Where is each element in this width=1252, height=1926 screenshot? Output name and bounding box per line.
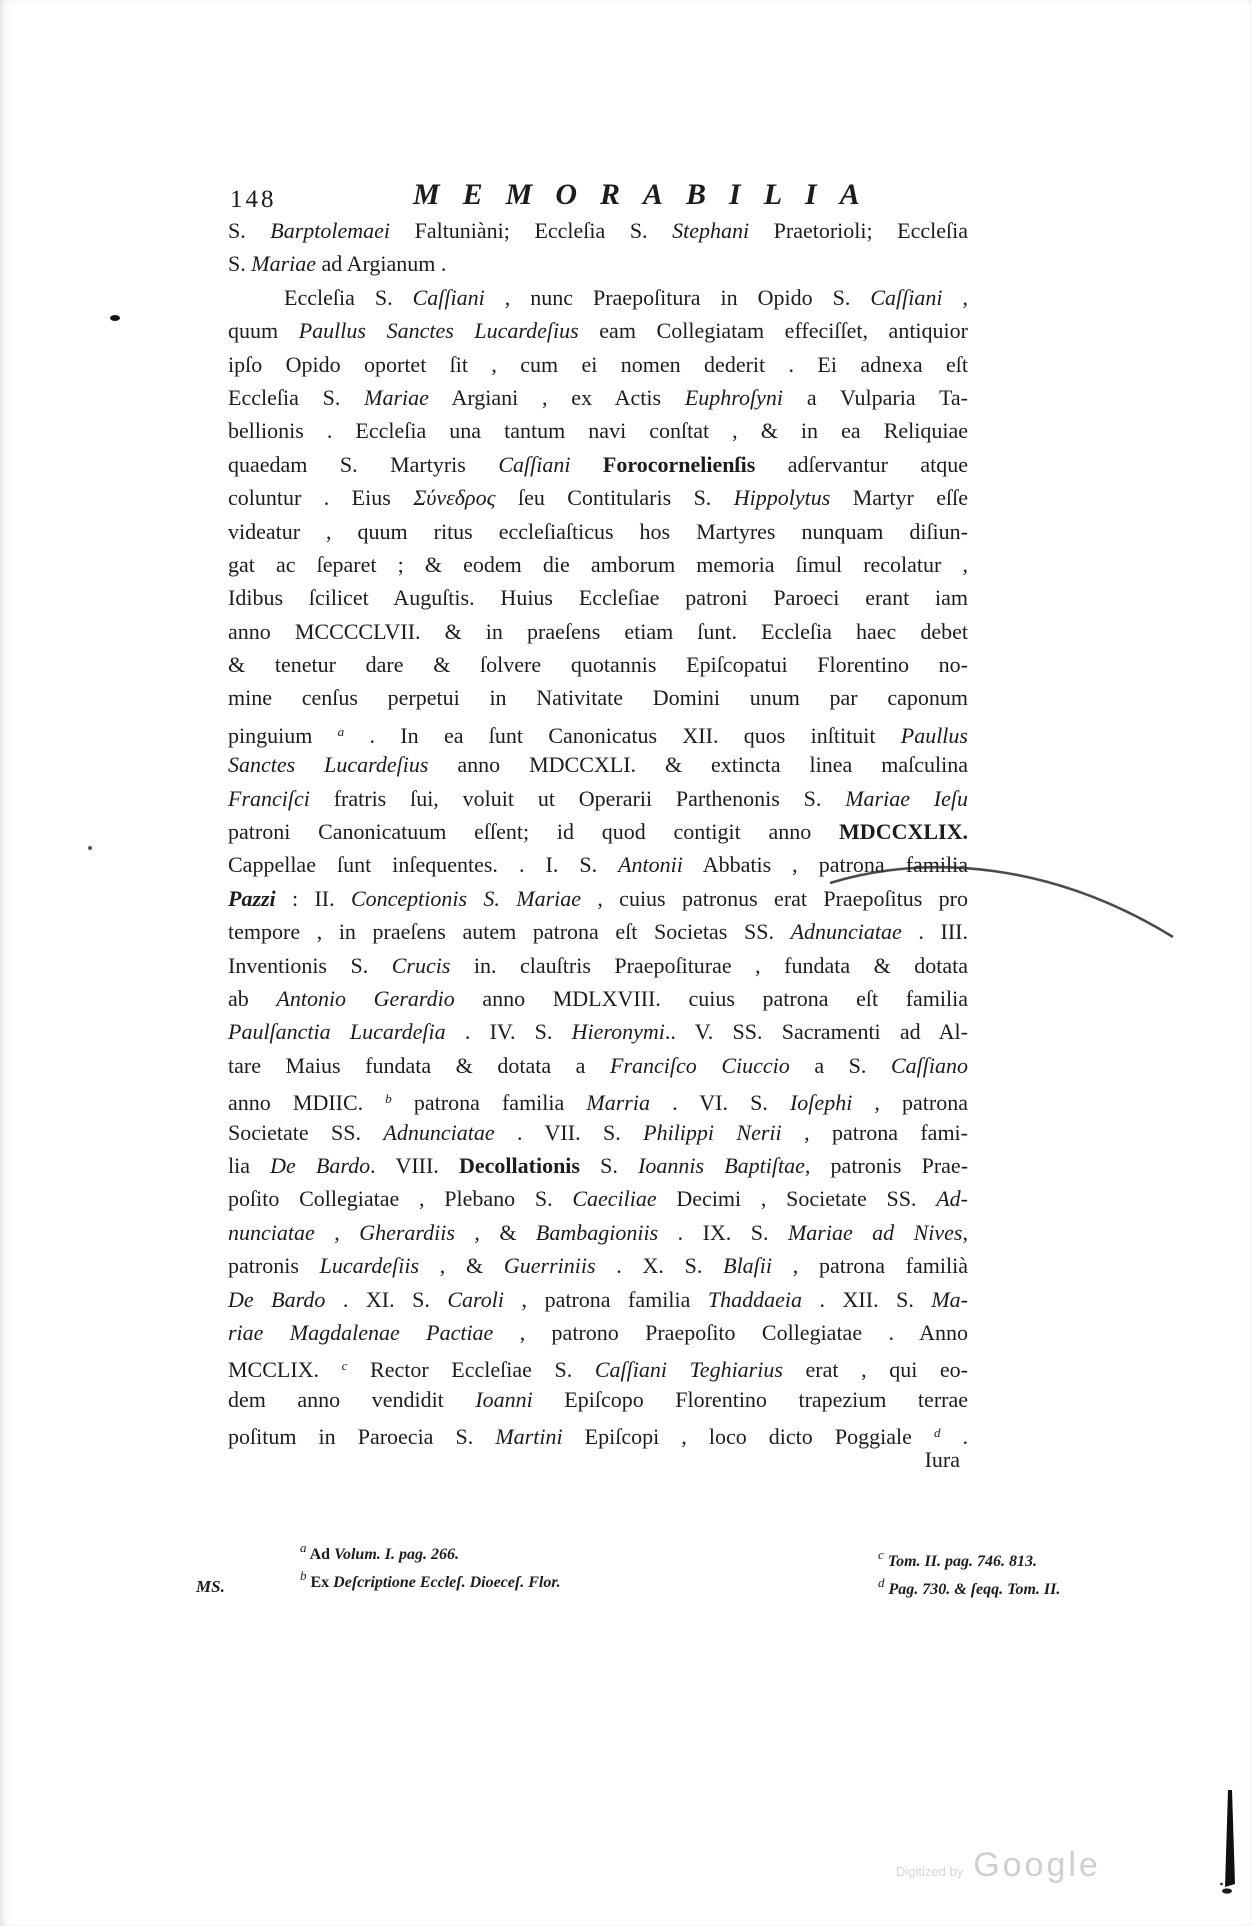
footnote-line — [878, 1541, 1218, 1569]
text-segment: MDCCXLIX. — [839, 819, 968, 845]
text-segment: , — [314, 1219, 360, 1245]
body-line — [228, 1116, 968, 1149]
body-line — [228, 748, 968, 781]
text-segment: . IX. S. — [658, 1219, 788, 1245]
text-segment: De Bardo — [270, 1152, 371, 1178]
body-line — [228, 848, 968, 881]
body-line — [228, 648, 968, 681]
text-segment: Ex — [306, 1573, 334, 1591]
text-segment: a S. — [789, 1052, 891, 1078]
ms-abbreviation: MS. — [196, 1577, 225, 1596]
text-segment: dem anno vendidit — [228, 1386, 476, 1412]
body-line — [228, 548, 968, 581]
text-segment: , patrona familià — [772, 1253, 968, 1279]
text-segment: , patrona fami- — [781, 1119, 968, 1145]
text-segment: Martyr eſſe — [830, 485, 968, 511]
body-line — [228, 949, 968, 982]
text-segment: Volum. I. pag. 266. — [334, 1546, 459, 1563]
digitized-by-text: Digitized by — [896, 1864, 964, 1879]
text-segment: Antonii — [618, 852, 683, 878]
text-segment: . III. — [901, 919, 969, 945]
text-segment: Cappellae ſunt inſequentes. . I. S. — [228, 852, 619, 878]
text-segment: Inventionis S. — [228, 952, 392, 978]
text-segment: poſitum in Paroecia S. — [228, 1424, 496, 1450]
text-segment: Eccleſia S. — [284, 284, 413, 310]
running-header: MEMORABILIA — [413, 178, 883, 211]
text-segment: Tom. II. pag. 746. 813. — [883, 1553, 1037, 1570]
text-segment: Paullus — [900, 722, 968, 748]
text-segment: MCCLIX. — [228, 1357, 342, 1383]
ink-mark — [1220, 1788, 1246, 1908]
text-segment: ad Argianum . — [316, 251, 447, 277]
text-segment: Caſſiani — [498, 451, 571, 477]
body-line — [228, 481, 968, 514]
text-segment: Antonio Gerardio — [276, 985, 455, 1011]
text-segment: mine cenſus perpetui in Nativitate Domini unum par caponum — [228, 685, 968, 711]
text-segment: Paulſanctia Lucardeſia — [228, 1019, 446, 1045]
text-segment: Martini — [495, 1424, 563, 1450]
text-segment: Pag. 730. & ſeqq. Tom. II. — [884, 1580, 1061, 1598]
body-line — [228, 882, 968, 915]
text-segment: Caſſiani — [412, 284, 485, 310]
body-line — [228, 581, 968, 614]
body-line — [228, 815, 968, 848]
text-segment: Forocornelienſis — [602, 451, 756, 477]
text-segment: , nunc Praepoſitura in Opido S. — [484, 284, 871, 310]
text-segment: . In ea ſunt Canonicatus XII. quos inſtituit — [344, 722, 901, 748]
text-segment: a Vulparia Ta- — [783, 384, 968, 410]
body-line — [228, 314, 968, 347]
text-segment: , — [962, 1219, 968, 1245]
text-segment: , patrono Praepoſito Collegiatae . Anno — [493, 1319, 968, 1345]
footnote-line — [300, 1534, 730, 1562]
text-segment: Caſſiano — [890, 1052, 968, 1078]
body-line — [228, 1015, 968, 1048]
text-segment: Rector Eccleſiae S. — [347, 1357, 595, 1383]
text-segment: Barptolemaei — [270, 218, 391, 243]
text-segment: , & — [419, 1253, 504, 1279]
text-segment: patroni Canonicatuum eſſent; id quod contigit anno — [228, 819, 840, 845]
body-line — [228, 414, 968, 447]
text-segment: anno MDIIC. — [228, 1090, 386, 1116]
body-line — [228, 381, 968, 414]
text-segment: Paullus Sanctes Lucardeſius — [298, 318, 579, 344]
text-segment: Epiſcopi , loco dicto Poggiale — [562, 1424, 934, 1450]
text-segment: , & — [454, 1219, 536, 1245]
text-segment: patrona familia — [391, 1090, 587, 1116]
text-segment: Mariae — [251, 251, 317, 277]
text-segment: ab — [228, 985, 277, 1011]
footnote-line — [300, 1562, 730, 1590]
text-segment: Thaddaeia — [707, 1286, 802, 1312]
text-segment: bellionis . Eccleſia una tantum navi conſtat , & in ea Reliquiae — [228, 418, 968, 444]
text-segment: Societate SS. — [228, 1119, 384, 1145]
text-segment: pinguium — [228, 722, 338, 748]
text-segment: Adnunciatae — [790, 919, 902, 945]
text-segment: c — [878, 1547, 884, 1562]
body-line — [228, 615, 968, 648]
text-segment: Idibus ſcilicet Auguſtis. Huius Eccleſiae patroni Paroeci erant iam — [228, 585, 968, 611]
text-segment: Euphroſyni — [684, 384, 784, 410]
catchword: Iura — [924, 1447, 960, 1472]
text-segment: gat ac ſeparet ; & eodem die amborum memoria ſimul recolatur , — [228, 551, 968, 577]
body-line — [228, 1149, 968, 1182]
text-segment: b — [385, 1091, 392, 1107]
text-segment: tempore , in praeſens autem patrona eſt Societas SS. — [228, 919, 791, 945]
text-segment: a — [337, 723, 345, 739]
text-segment: patronis — [228, 1253, 320, 1279]
body-line — [228, 1349, 968, 1382]
text-segment: , cuius patronus erat Praepoſitus pro — [581, 885, 969, 911]
page-number: 148 — [230, 186, 277, 213]
text-segment: Caſſiani — [870, 284, 943, 310]
text-segment: Franciſco Ciuccio — [610, 1052, 790, 1078]
text-segment: Argiani , ex Actis — [428, 384, 685, 410]
body-line — [228, 247, 968, 280]
footnotes-left-column — [300, 1534, 730, 1589]
body-line — [228, 915, 968, 948]
text-segment: Adnunciatae — [383, 1119, 495, 1145]
text-segment: ipſo Opido oportet ſit , cum ei nomen dederit . Ei adnexa eſt — [228, 351, 968, 377]
text-segment: : II. — [275, 885, 351, 911]
body-line — [228, 1316, 968, 1349]
text-segment: Ad — [306, 1546, 335, 1563]
body-line — [228, 1249, 968, 1282]
text-segment: Ioanni — [475, 1386, 533, 1412]
text-segment: riae Magdalenae Pactiae — [228, 1319, 494, 1345]
text-segment: Caroli — [447, 1286, 505, 1312]
text-segment: Σύνεδρος — [413, 485, 496, 511]
text-segment: d — [878, 1574, 885, 1590]
ink-speck — [110, 315, 120, 321]
text-segment: in. clauſtris Praepoſiturae , fundata & dotata — [450, 952, 968, 978]
text-segment: lia — [228, 1152, 271, 1178]
text-segment: Crucis — [391, 952, 451, 978]
text-segment: . VIII. — [370, 1152, 459, 1178]
text-segment: tare Maius fundata & dotata a — [228, 1052, 610, 1078]
text-segment: De Bardo — [228, 1286, 326, 1312]
text-segment: . XII. S. — [802, 1286, 932, 1312]
body-text — [228, 214, 968, 1449]
text-segment: Marria — [586, 1090, 650, 1116]
text-segment: nunciatae — [228, 1219, 315, 1245]
text-segment: Gherardiis — [359, 1219, 455, 1245]
text-segment: b — [300, 1567, 307, 1583]
body-line — [228, 1049, 968, 1082]
body-line — [228, 1082, 968, 1115]
text-segment: Praetorioli; Eccleſia — [749, 218, 968, 243]
text-segment: Hippolytus — [733, 485, 831, 511]
text-segment: Guerriniis — [503, 1253, 596, 1279]
text-segment: Mariae ad Nives — [787, 1219, 963, 1245]
text-segment: . IV. S. — [445, 1019, 572, 1045]
text-segment: Abbatis , patrona familia — [682, 852, 969, 878]
google-logo-text: Google — [973, 1846, 1101, 1884]
text-segment: . — [940, 1424, 969, 1450]
text-segment: Eccleſia S. — [228, 384, 365, 410]
text-segment: , patrona — [852, 1090, 969, 1116]
text-segment: Bambagioniis — [535, 1219, 659, 1245]
text-segment: . X. S. — [595, 1253, 724, 1279]
text-segment: Ioannis Baptiſtae — [638, 1152, 805, 1178]
text-segment: & tenetur dare & ſolvere quotannis Epiſcopatui Florentino no- — [228, 652, 968, 678]
text-segment: S. — [228, 251, 252, 277]
text-segment: , — [942, 284, 968, 310]
text-segment: Ioſephi — [789, 1090, 853, 1116]
ink-speck — [88, 846, 92, 850]
body-line — [228, 1283, 968, 1316]
text-segment: d — [933, 1425, 941, 1441]
text-segment: S. — [579, 1152, 639, 1178]
text-segment: . VII. S. — [494, 1119, 644, 1145]
body-line — [228, 715, 968, 748]
text-segment: Conceptionis S. Mariae — [350, 885, 582, 911]
text-segment: Lucardeſiis — [319, 1253, 420, 1279]
footnote-line — [878, 1569, 1218, 1597]
text-segment: Epiſcopo Florentino trapezium terrae — [532, 1386, 968, 1412]
text-segment: Decimi , Societate SS. — [656, 1186, 937, 1212]
text-segment: Decollationis — [458, 1152, 580, 1178]
google-watermark — [896, 1846, 1101, 1885]
text-segment: Sanctes Lucardeſius — [228, 752, 429, 778]
body-line — [228, 1416, 968, 1449]
footnotes-right-column — [878, 1541, 1218, 1596]
body-line — [228, 281, 968, 314]
body-line — [228, 448, 968, 481]
text-segment: fratris ſui, voluit ut Operarii Parthenonis S. — [309, 785, 846, 811]
text-segment: , patrona familia — [504, 1286, 708, 1312]
text-segment: anno MDLXVIII. cuius patrona eſt familia — [454, 985, 969, 1011]
body-line — [228, 348, 968, 381]
text-segment: Philippi Nerii — [643, 1119, 782, 1145]
text-segment: S. — [228, 218, 271, 243]
body-line — [228, 214, 968, 247]
text-segment: anno MCCCCLVII. & in praeſens etiam ſunt. Eccleſia haec debet — [228, 618, 968, 644]
body-line — [228, 515, 968, 548]
text-segment: Hieronymi — [571, 1019, 665, 1045]
text-segment: c — [341, 1358, 348, 1374]
text-segment: Mariae Ieſu — [845, 785, 969, 811]
text-segment: poſito Collegiatae , Plebano S. — [228, 1186, 573, 1212]
body-line — [228, 982, 968, 1015]
text-segment: .. V. SS. Sacramenti ad Al- — [664, 1019, 968, 1045]
body-line — [228, 1182, 968, 1215]
text-segment: Mariae — [364, 384, 429, 410]
text-segment: adſervantur atque — [755, 451, 969, 477]
body-line — [228, 1383, 968, 1416]
text-segment: videatur , quum ritus eccleſiaſticus hos Martyres nunquam diſiun- — [228, 518, 968, 544]
text-segment: eam Collegiatam effeciſſet, antiquior — [578, 318, 968, 344]
text-segment: anno MDCCXLI. & extincta linea maſculina — [428, 752, 968, 778]
text-segment: Ad- — [936, 1186, 968, 1212]
text-segment: Deſcriptione Eccleſ. Dioeceſ. Flor. — [333, 1573, 561, 1591]
body-line — [228, 681, 968, 714]
text-segment: coluntur . Eius — [228, 485, 414, 511]
text-segment: Caeciliae — [572, 1186, 657, 1212]
text-segment: quum — [228, 318, 299, 344]
text-segment: Blaſii — [723, 1253, 773, 1279]
text-segment: . VI. S. — [649, 1090, 790, 1116]
text-segment: Faltuniàni; Eccleſia S. — [390, 218, 673, 243]
text-segment: Franciſci — [228, 785, 310, 811]
text-segment: , patronis Prae- — [804, 1152, 969, 1178]
text-segment: Caſſiani Teghiarius — [594, 1357, 783, 1383]
text-segment: quaedam S. Martyris — [228, 451, 499, 477]
text-segment: Pazzi — [228, 885, 276, 911]
body-line — [228, 782, 968, 815]
text-segment: Ma- — [931, 1286, 968, 1312]
text-segment — [570, 452, 602, 477]
text-segment: a — [300, 1540, 307, 1555]
text-segment: Stephani — [672, 218, 750, 243]
text-segment: erat , qui eo- — [782, 1357, 969, 1383]
text-segment: . XI. S. — [325, 1286, 448, 1312]
text-segment: ſeu Contitularis S. — [495, 485, 734, 511]
body-line — [228, 1216, 968, 1249]
